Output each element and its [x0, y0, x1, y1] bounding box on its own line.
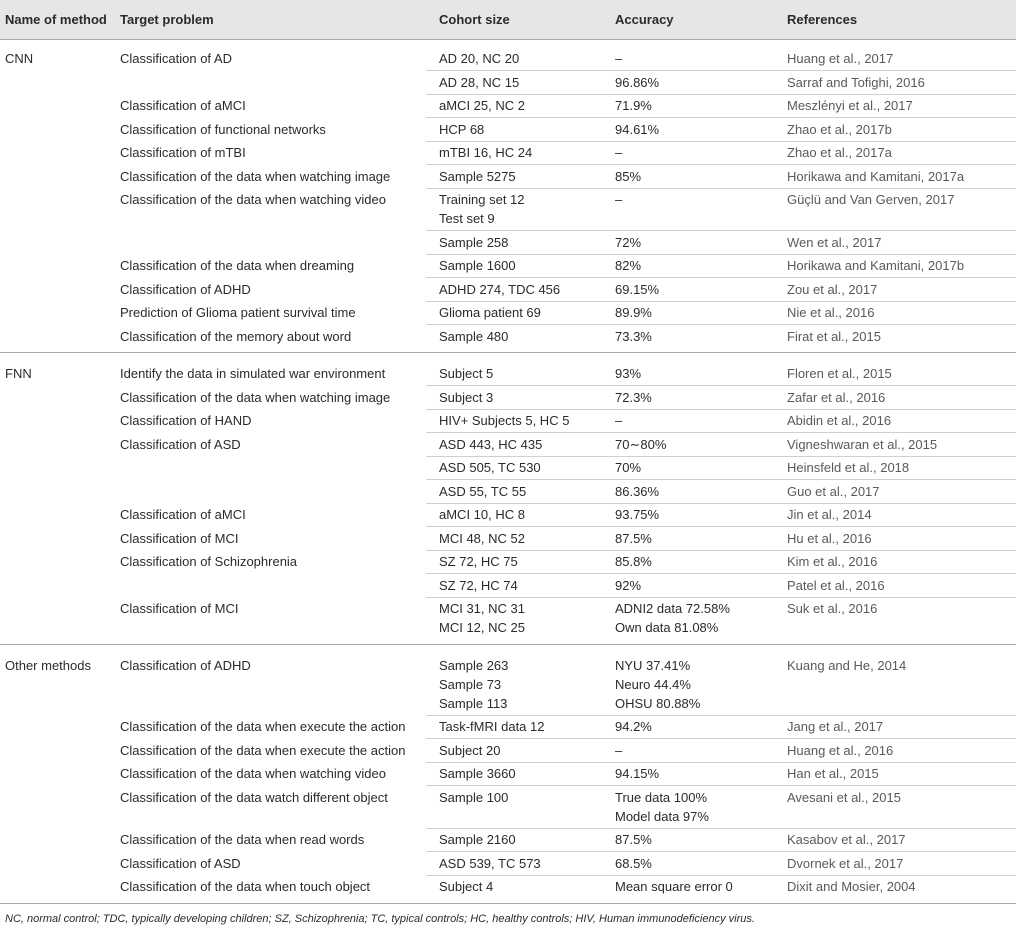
accuracy: [615, 877, 733, 896]
accuracy-line: –: [615, 192, 623, 207]
cohort-size-line: Sample 2160: [439, 832, 516, 847]
accuracy: [615, 741, 622, 760]
target-problem: Classification of ADHD: [120, 657, 251, 673]
cohort-size: [439, 482, 526, 501]
target-problem: Prediction of Glioma patient survival time: [120, 305, 356, 320]
accuracy: [615, 576, 641, 595]
table-row: [0, 280, 1016, 299]
cohort-size-line: ADHD 274, TDC 456: [439, 281, 561, 297]
accuracy-line: –: [615, 413, 623, 428]
cohort-size: [439, 233, 508, 252]
row-separator: [426, 785, 1016, 786]
reference: Jang et al., 2017: [787, 719, 884, 734]
reference: Kasabov et al., 2017: [787, 832, 906, 847]
accuracy: [615, 482, 659, 501]
table-row: [0, 764, 1016, 783]
accuracy: [615, 96, 652, 115]
reference: Han et al., 2015: [787, 766, 879, 781]
cohort-size: [439, 303, 541, 322]
target-problem: Classification of mTBI: [120, 145, 246, 160]
row-separator: [426, 409, 1016, 410]
cohort-size: [439, 576, 518, 595]
accuracy-line: OHSU 80.88%: [615, 695, 701, 711]
cohort-size: [439, 120, 484, 139]
cohort-size: [439, 96, 525, 115]
reference: Hu et al., 2016: [787, 530, 872, 546]
accuracy: [615, 529, 652, 548]
reference: Zou et al., 2017: [787, 281, 878, 297]
reference: Suk et al., 2016: [787, 601, 878, 616]
accuracy-line: 94.61%: [615, 121, 660, 137]
accuracy-line: 85%: [615, 168, 642, 184]
reference: Avesani et al., 2015: [787, 789, 901, 805]
target-problem: Classification of the data watch different object: [120, 789, 388, 805]
accuracy: [615, 233, 641, 252]
cohort-size: [439, 529, 525, 548]
accuracy: [615, 505, 659, 524]
target-problem: Classification of MCI: [120, 601, 239, 616]
reference: Sarraf and Tofighi, 2016: [787, 74, 925, 90]
accuracy-line: 93.75%: [615, 507, 660, 522]
cohort-size-line: HCP 68: [439, 121, 485, 137]
row-separator: [426, 550, 1016, 551]
header-references: References: [787, 12, 858, 27]
table-row: [0, 576, 1016, 595]
target-problem: Classification of the data when touch object: [120, 879, 371, 894]
reference: Guo et al., 2017: [787, 483, 880, 499]
accuracy-line: Model data 97%: [615, 808, 709, 824]
reference: Zhao et al., 2017b: [787, 121, 892, 137]
cohort-size: [439, 458, 541, 477]
reference: Horikawa and Kamitani, 2017b: [787, 258, 965, 273]
reference: Güçlü and Van Gerven, 2017: [787, 192, 955, 207]
accuracy-line: Own data 81.08%: [615, 620, 719, 635]
table-row: [0, 717, 1016, 736]
section-divider: [0, 352, 1016, 353]
cohort-size-line: HIV+ Subjects 5, HC 5: [439, 413, 570, 428]
accuracy-line: –: [615, 145, 623, 160]
cohort-size-line: MCI 48, NC 52: [439, 530, 525, 546]
row-separator: [426, 301, 1016, 302]
cohort-size: [439, 327, 508, 346]
accuracy-line: Neuro 44.4%: [615, 676, 691, 692]
accuracy-line: 89.9%: [615, 305, 652, 320]
accuracy: [615, 552, 652, 571]
table-row: [0, 120, 1016, 139]
table-row: [0, 505, 1016, 524]
row-separator: [426, 94, 1016, 95]
cohort-size: [439, 877, 493, 896]
reference: Dixit and Mosier, 2004: [787, 879, 916, 894]
reference: Nie et al., 2016: [787, 305, 875, 320]
target-problem: Classification of the data when execute the action: [120, 719, 406, 734]
cohort-size: [439, 505, 525, 524]
target-problem: Classification of HAND: [120, 413, 252, 428]
cohort-size-line: ASD 505, TC 530: [439, 460, 541, 475]
row-separator: [426, 828, 1016, 829]
accuracy-line: –: [615, 51, 623, 66]
table-row: [0, 411, 1016, 430]
reference: Firat et al., 2015: [787, 328, 881, 344]
row-separator: [426, 117, 1016, 118]
row-separator: [426, 324, 1016, 325]
target-problem: Classification of MCI: [120, 530, 239, 546]
header-problem: Target problem: [120, 12, 214, 27]
table-row: [0, 167, 1016, 186]
table-row: [0, 741, 1016, 760]
table-row: [0, 854, 1016, 873]
accuracy: [615, 303, 652, 322]
table-row: [0, 482, 1016, 501]
cohort-size: [439, 256, 516, 275]
reference: Heinsfeld et al., 2018: [787, 460, 910, 475]
table-row: [0, 435, 1016, 454]
accuracy-line: 73.3%: [615, 328, 652, 344]
row-separator: [426, 70, 1016, 71]
cohort-size-line: Sample 1600: [439, 258, 516, 273]
table-row: [0, 364, 1016, 383]
cohort-size: [439, 364, 493, 383]
cohort-size-line: AD 28, NC 15: [439, 74, 520, 90]
cohort-size-line: Subject 3: [439, 389, 494, 405]
row-separator: [426, 188, 1016, 189]
cohort-size: [439, 280, 560, 299]
table-row: [0, 143, 1016, 162]
cohort-size: [439, 830, 516, 849]
accuracy: [615, 120, 659, 139]
reference: Zafar et al., 2016: [787, 389, 886, 405]
accuracy-line: True data 100%: [615, 789, 708, 805]
row-separator: [426, 851, 1016, 852]
row-separator: [426, 479, 1016, 480]
accuracy-line: 94.15%: [615, 766, 660, 781]
row-separator: [426, 597, 1016, 598]
row-separator: [426, 277, 1016, 278]
accuracy-line: 72.3%: [615, 389, 652, 405]
header-accuracy: Accuracy: [615, 12, 674, 27]
table-row: [0, 233, 1016, 252]
target-problem: Classification of the data when dreaming: [120, 258, 355, 273]
cohort-size-line: ASD 443, HC 435: [439, 436, 543, 452]
target-problem: Classification of the data when watching video: [120, 766, 386, 781]
accuracy-line: 92%: [615, 577, 642, 593]
row-separator: [426, 432, 1016, 433]
accuracy: [615, 167, 641, 186]
cohort-size: [439, 788, 508, 807]
target-problem: Classification of the data when watching image: [120, 168, 391, 184]
cohort-size-line: ASD 55, TC 55: [439, 483, 527, 499]
header-method: Name of method: [5, 12, 107, 27]
accuracy-line: 94.2%: [615, 719, 652, 734]
accuracy: [615, 854, 652, 873]
reference: Kuang and He, 2014: [787, 657, 907, 673]
table-row: [0, 458, 1016, 477]
accuracy-line: 93%: [615, 366, 642, 381]
accuracy: [615, 764, 659, 783]
table-header: [0, 0, 1016, 40]
table-row: [0, 303, 1016, 322]
row-separator: [426, 526, 1016, 527]
cohort-size: [439, 552, 518, 571]
method-name: CNN: [5, 51, 34, 66]
target-problem: Classification of the data when watching image: [120, 389, 391, 405]
cohort-size-line: MCI 12, NC 25: [439, 620, 525, 635]
cohort-size-line: Task-fMRI data 12: [439, 719, 545, 734]
cohort-size-line: aMCI 25, NC 2: [439, 98, 525, 113]
row-separator: [426, 164, 1016, 165]
table-row: [0, 49, 1016, 68]
accuracy-line: NYU 37.41%: [615, 657, 691, 673]
reference: Huang et al., 2017: [787, 51, 894, 66]
cohort-size: [439, 411, 569, 430]
table-row: [0, 788, 1016, 826]
row-separator: [426, 715, 1016, 716]
table-row: [0, 877, 1016, 896]
table-bottom-rule: [0, 903, 1016, 904]
accuracy: [615, 364, 641, 383]
accuracy: [615, 656, 700, 713]
target-problem: Classification of aMCI: [120, 507, 246, 522]
row-separator: [426, 385, 1016, 386]
target-problem: Classification of ASD: [120, 436, 241, 452]
cohort-size-line: SZ 72, HC 74: [439, 577, 518, 593]
cohort-size: [439, 656, 508, 713]
cohort-size: [439, 388, 493, 407]
header-cohort: Cohort size: [439, 12, 510, 27]
accuracy-line: 68.5%: [615, 855, 652, 871]
row-separator: [426, 230, 1016, 231]
target-problem: Classification of functional networks: [120, 121, 326, 137]
target-problem: Classification of ADHD: [120, 281, 251, 297]
cohort-size: [439, 167, 516, 186]
table-row: [0, 552, 1016, 571]
cohort-size-line: Sample 3660: [439, 766, 516, 781]
accuracy-line: 69.15%: [615, 281, 660, 297]
cohort-size-line: AD 20, NC 20: [439, 51, 520, 66]
cohort-size-line: Sample 73: [439, 676, 502, 692]
reference: Zhao et al., 2017a: [787, 145, 892, 160]
accuracy: [615, 435, 666, 454]
row-separator: [426, 456, 1016, 457]
accuracy-line: 71.9%: [615, 98, 652, 113]
cohort-size-line: Sample 5275: [439, 168, 516, 184]
reference: Dvornek et al., 2017: [787, 855, 904, 871]
target-problem: Classification of the data when read words: [120, 832, 365, 847]
cohort-size-line: Sample 258: [439, 234, 509, 250]
target-problem: Classification of the memory about word: [120, 328, 352, 344]
cohort-size-line: Sample 113: [439, 695, 508, 711]
accuracy-line: 87.5%: [615, 530, 652, 546]
cohort-size: [439, 717, 545, 736]
accuracy: [615, 830, 652, 849]
reference: Kim et al., 2016: [787, 554, 878, 569]
accuracy-line: 72%: [615, 234, 642, 250]
accuracy: [615, 143, 622, 162]
cohort-size: [439, 599, 525, 637]
accuracy-line: Mean square error 0: [615, 879, 733, 894]
cohort-size-line: SZ 72, HC 75: [439, 554, 518, 569]
accuracy-line: 82%: [615, 258, 642, 273]
reference: Horikawa and Kamitani, 2017a: [787, 168, 965, 184]
row-separator: [426, 573, 1016, 574]
row-separator: [426, 738, 1016, 739]
accuracy-line: –: [615, 742, 623, 758]
cohort-size: [439, 73, 519, 92]
accuracy-line: 87.5%: [615, 832, 652, 847]
target-problem: Classification of aMCI: [120, 98, 246, 113]
cohort-size-line: aMCI 10, HC 8: [439, 507, 525, 522]
table-row: [0, 388, 1016, 407]
accuracy: [615, 388, 652, 407]
target-problem: Classification of Schizophrenia: [120, 554, 298, 569]
cohort-size-line: Glioma patient 69: [439, 305, 541, 320]
cohort-size-line: mTBI 16, HC 24: [439, 145, 533, 160]
row-separator: [426, 141, 1016, 142]
accuracy-line: 70%: [615, 460, 642, 475]
cohort-size-line: Subject 5: [439, 366, 494, 381]
row-separator: [426, 875, 1016, 876]
accuracy-line: 96.86%: [615, 74, 660, 90]
table-footnote: NC, normal control; TDC, typically developing children; SZ, Schizophrenia; TC, typical controls; HC, healthy controls; HIV, Human immunodeficiency virus.: [5, 912, 755, 925]
method-name: FNN: [5, 366, 32, 381]
cohort-size: [439, 854, 541, 873]
reference: Jin et al., 2014: [787, 507, 872, 522]
accuracy: [615, 599, 730, 637]
table-row: [0, 599, 1016, 637]
table-row: [0, 256, 1016, 275]
method-name: Other methods: [5, 657, 91, 673]
reference: Vigneshwaran et al., 2015: [787, 436, 938, 452]
cohort-size: [439, 741, 500, 760]
target-problem: Identify the data in simulated war environment: [120, 366, 386, 381]
accuracy: [615, 458, 641, 477]
target-problem: Classification of AD: [120, 51, 232, 66]
cohort-size: [439, 190, 525, 228]
accuracy-line: 86.36%: [615, 483, 660, 499]
table-row: [0, 190, 1016, 228]
row-separator: [426, 762, 1016, 763]
table-row: [0, 529, 1016, 548]
row-separator: [426, 254, 1016, 255]
accuracy-line: 85.8%: [615, 554, 652, 569]
cohort-size-line: Test set 9: [439, 211, 495, 226]
accuracy: [615, 788, 709, 826]
cohort-size-line: ASD 539, TC 573: [439, 855, 541, 871]
cohort-size: [439, 435, 542, 454]
cohort-size: [439, 49, 519, 68]
reference: Patel et al., 2016: [787, 577, 885, 593]
cohort-size-line: Training set 12: [439, 192, 525, 207]
section-divider: [0, 644, 1016, 645]
target-problem: Classification of the data when execute the action: [120, 742, 406, 758]
table-row: [0, 96, 1016, 115]
accuracy: [615, 256, 641, 275]
accuracy-line: ADNI2 data 72.58%: [615, 601, 730, 616]
cohort-size-line: Subject 20: [439, 742, 501, 758]
cohort-size-line: Sample 100: [439, 789, 509, 805]
cohort-size-line: Sample 263: [439, 657, 509, 673]
reference: Floren et al., 2015: [787, 366, 892, 381]
reference: Meszlényi et al., 2017: [787, 98, 913, 113]
accuracy-line: 70∼80%: [615, 436, 667, 452]
table-row: [0, 656, 1016, 713]
accuracy: [615, 717, 652, 736]
table-row: [0, 830, 1016, 849]
table-row: [0, 327, 1016, 346]
accuracy: [615, 411, 622, 430]
cohort-size-line: MCI 31, NC 31: [439, 601, 525, 616]
reference: Wen et al., 2017: [787, 234, 882, 250]
row-separator: [426, 503, 1016, 504]
cohort-size: [439, 143, 532, 162]
accuracy: [615, 190, 622, 209]
reference: Abidin et al., 2016: [787, 413, 892, 428]
cohort-size: [439, 764, 516, 783]
accuracy: [615, 73, 659, 92]
cohort-size-line: Sample 480: [439, 328, 509, 344]
reference: Huang et al., 2016: [787, 742, 894, 758]
accuracy: [615, 49, 622, 68]
accuracy: [615, 280, 659, 299]
target-problem: Classification of the data when watching video: [120, 192, 386, 207]
accuracy: [615, 327, 652, 346]
target-problem: Classification of ASD: [120, 855, 241, 871]
table-row: [0, 73, 1016, 92]
cohort-size-line: Subject 4: [439, 879, 494, 894]
